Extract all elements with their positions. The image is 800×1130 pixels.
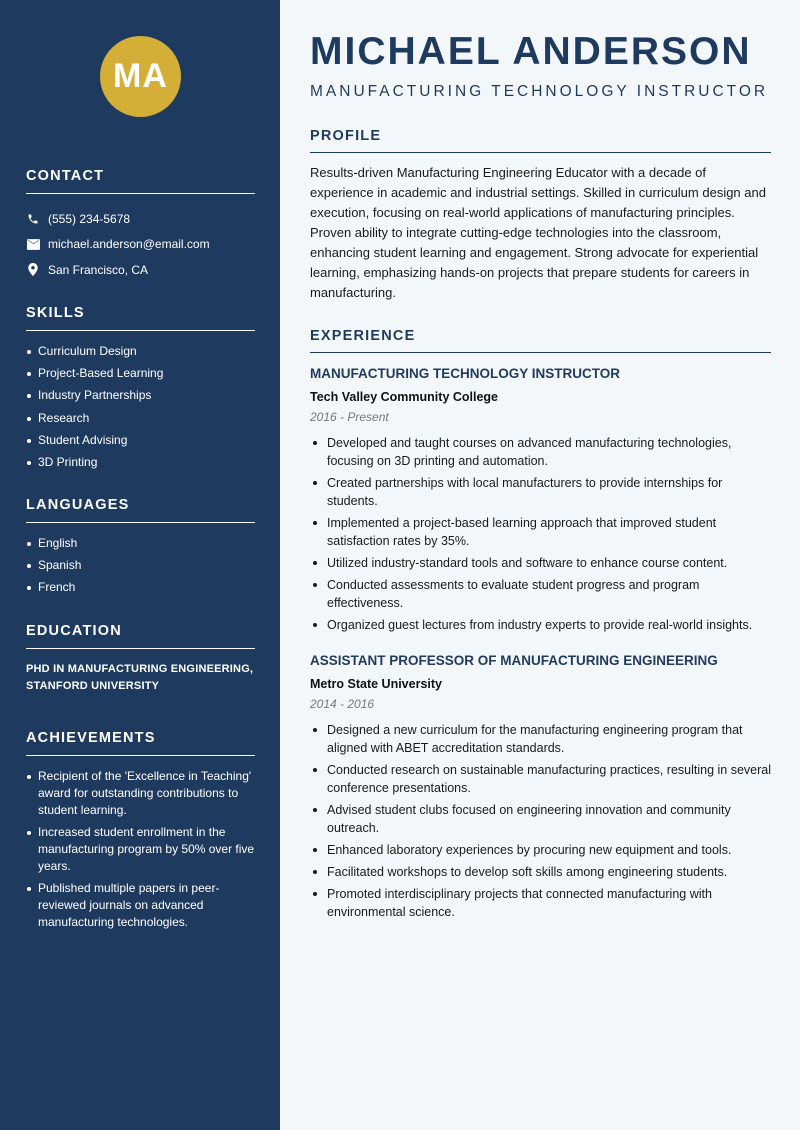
job-bullet: Advised student clubs focused on engineering innovation and community outreach. xyxy=(310,801,772,837)
job-bullet: Implemented a project-based learning approach that improved student satisfaction rates by 35%. xyxy=(310,514,772,550)
skill-item: Curriculum Design xyxy=(26,343,255,360)
skills-section xyxy=(26,305,255,476)
languages-list xyxy=(26,535,255,596)
skill-item: Research xyxy=(26,410,255,427)
job-company: Tech Valley Community College xyxy=(310,390,499,404)
skills-heading: SKILLS xyxy=(26,305,255,331)
job-bullet: Organized guest lectures from industry experts to provide real-world insights. xyxy=(310,616,772,634)
job-bullet: Enhanced laboratory experiences by procuring new equipment and tools. xyxy=(310,841,772,859)
skills-list xyxy=(26,343,255,471)
job-company: Metro State University xyxy=(310,677,442,691)
achievements-heading: ACHIEVEMENTS xyxy=(26,730,255,756)
job-bullet: Developed and taught courses on advanced manufacturing technologies, focusing on 3D printing and automation. xyxy=(310,434,772,470)
education-heading: EDUCATION xyxy=(26,623,255,649)
education-degree: PHD IN MANUFACTURING ENGINEERING, xyxy=(26,663,254,675)
candidate-name: MICHAEL ANDERSON xyxy=(310,30,752,73)
achievement-item: Increased student enrollment in the manufacturing program by 50% over five years. xyxy=(26,824,255,875)
avatar: MA xyxy=(100,36,181,117)
contact-section xyxy=(26,168,255,283)
languages-heading: LANGUAGES xyxy=(26,497,255,523)
skill-item: Industry Partnerships xyxy=(26,387,255,404)
job-role: MANUFACTURING TECHNOLOGY INSTRUCTOR xyxy=(310,366,620,381)
language-item: English xyxy=(26,535,255,552)
languages-section xyxy=(26,497,255,602)
skill-item: 3D Printing xyxy=(26,454,255,471)
education-school: STANFORD UNIVERSITY xyxy=(26,680,160,692)
phone-icon xyxy=(26,212,40,226)
experience-heading: EXPERIENCE xyxy=(310,328,771,353)
contact-location-text: San Francisco, CA xyxy=(48,262,149,277)
location-pin-icon xyxy=(26,263,40,277)
language-item: French xyxy=(26,579,255,596)
profile-heading: PROFILE xyxy=(310,128,771,153)
job-dates: 2016 - Present xyxy=(310,410,389,424)
language-item: Spanish xyxy=(26,557,255,574)
job-bullet: Promoted interdisciplinary projects that connected manufacturing with environmental science. xyxy=(310,885,772,921)
contact-phone xyxy=(26,206,255,232)
job-bullet: Utilized industry-standard tools and software to enhance course content. xyxy=(310,554,772,572)
skill-item: Student Advising xyxy=(26,432,255,449)
achievement-item: Published multiple papers in peer-reviewed journals on advanced manufacturing technologies. xyxy=(26,880,255,931)
contact-email-text: michael.anderson@email.com xyxy=(48,237,210,252)
contact-email xyxy=(26,232,255,258)
job-entry xyxy=(310,652,772,925)
job-bullet: Conducted assessments to evaluate student progress and program effectiveness. xyxy=(310,576,772,612)
job-bullets xyxy=(310,721,772,921)
job-bullet: Facilitated workshops to develop soft skills among engineering students. xyxy=(310,863,772,881)
job-role: ASSISTANT PROFESSOR OF MANUFACTURING ENGINEERING xyxy=(310,653,718,668)
contact-phone-text: (555) 234-5678 xyxy=(48,211,131,226)
achievements-list xyxy=(26,768,255,931)
job-dates: 2014 - 2016 xyxy=(310,697,375,711)
sidebar xyxy=(0,0,280,1130)
job-bullet: Conducted research on sustainable manufacturing practices, resulting in several conference presentations. xyxy=(310,761,772,797)
job-bullet: Created partnerships with local manufacturers to provide internships for students. xyxy=(310,474,772,510)
achievements-section xyxy=(26,730,255,937)
education-section xyxy=(26,623,255,695)
contact-location xyxy=(26,257,255,283)
skill-item: Project-Based Learning xyxy=(26,365,255,382)
achievement-item: Recipient of the 'Excellence in Teaching' award for outstanding contributions to student learning. xyxy=(26,768,255,819)
candidate-title: MANUFACTURING TECHNOLOGY INSTRUCTOR xyxy=(310,83,769,100)
job-entry xyxy=(310,365,772,638)
job-bullets xyxy=(310,434,772,634)
contact-heading: CONTACT xyxy=(26,168,255,194)
email-icon xyxy=(26,237,40,251)
profile-text: Results-driven Manufacturing Engineering Educator with a decade of experience in academic and industrial settings. Skilled in curriculum design and execution, focusing on real-world applications of manufacturing principles. Proven ability to integrate cutting-edge technologies into the classroom, enhancing student learning and engagement. Strong advocate for experiential learning, emphasizing hands-on projects that prepare students for careers in manufacturing. xyxy=(310,165,766,300)
job-bullet: Designed a new curriculum for the manufacturing engineering program that aligned with ABET accreditation standards. xyxy=(310,721,772,757)
